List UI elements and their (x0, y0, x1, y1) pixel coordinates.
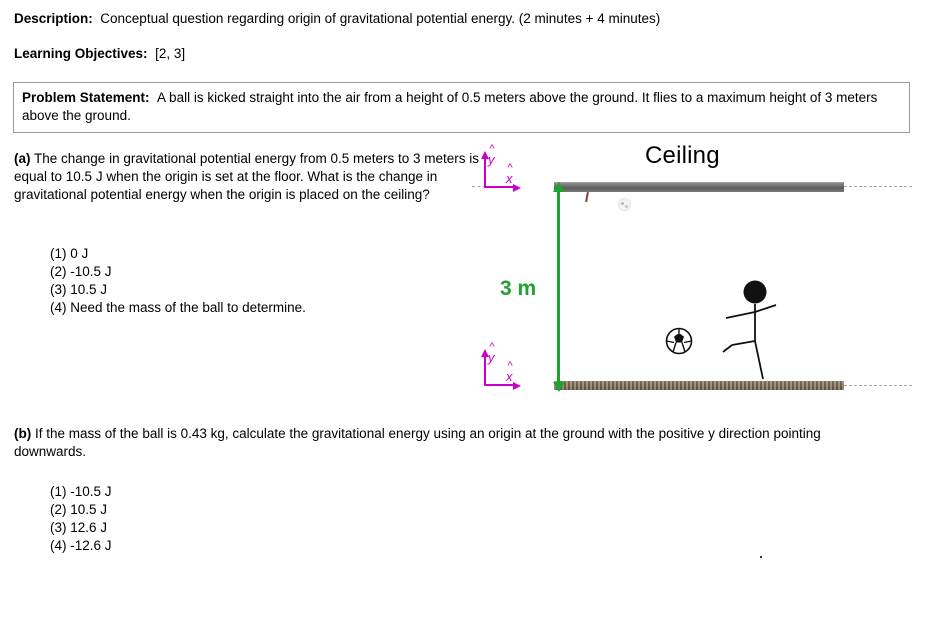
problem-statement-box (13, 82, 910, 133)
stray-dot-artifact (760, 556, 762, 558)
description-label: Description: (14, 11, 93, 26)
axes-top-origin (484, 143, 516, 188)
list-item[interactable]: (3) 12.6 J (50, 520, 108, 536)
axis-y-hat-icon: ^ (489, 341, 495, 353)
list-item[interactable]: (1) -10.5 J (50, 484, 112, 499)
learning-objectives-label: Learning Objectives: (14, 46, 148, 61)
height-arrow-icon (557, 191, 560, 383)
learning-objectives-value: [2, 3] (155, 46, 186, 61)
axis-x-label-top: x (506, 171, 513, 186)
part-b-text: If the mass of the ball is 0.43 kg, calculate the gravitational energy using an origin at the ground with the positive y direction pointing downwards. (14, 426, 821, 459)
description-line (14, 11, 660, 26)
list-item[interactable]: (2) -10.5 J (50, 264, 112, 280)
ceiling-dashed-extension-right (844, 186, 912, 187)
list-item[interactable]: (1) 0 J (50, 246, 89, 261)
axis-x-label-bottom: x (506, 369, 513, 384)
impact-mark-icon (585, 192, 588, 202)
figure-title-ceiling: Ceiling (645, 142, 720, 169)
height-label: 3 m (500, 277, 537, 300)
axis-x-arrow-icon (513, 382, 521, 390)
part-a-choices (50, 245, 306, 317)
axis-y-label-top: y (488, 152, 495, 167)
axis-x-arrow-icon (513, 184, 521, 192)
part-b-choices (50, 483, 112, 555)
axes-bottom-origin (484, 341, 516, 386)
axis-y-label-bottom: y (488, 350, 495, 365)
list-item[interactable]: (4) Need the mass of the ball to determine. (50, 300, 306, 316)
axis-x-line (484, 186, 514, 188)
soccer-ball-icon (665, 327, 693, 355)
ground-dashed-extension-right (844, 385, 912, 386)
axis-x-hat-icon: ^ (507, 360, 513, 372)
part-a-text: The change in gravitational potential energy from 0.5 meters to 3 meters is equal to 10.5 J when the origin is set at the floor. What is the change in gravitational potential energy when the origin is placed on the ceiling? (14, 151, 479, 202)
physics-figure (470, 144, 915, 399)
ceiling-surface (554, 182, 844, 192)
stick-figure-kicking-icon (710, 279, 780, 389)
learning-objectives-line (14, 46, 185, 61)
ground-surface (554, 381, 844, 390)
part-b-question (14, 425, 894, 461)
list-item[interactable]: (4) -12.6 J (50, 538, 112, 554)
description-text: Conceptual question regarding origin of gravitational potential energy. (2 minutes + 4 minutes) (100, 11, 661, 26)
axis-x-hat-icon: ^ (507, 162, 513, 174)
problem-statement-label: Problem Statement: (22, 90, 150, 105)
axis-y-line (484, 356, 486, 386)
list-item[interactable]: (3) 10.5 J (50, 282, 108, 298)
axis-x-line (484, 384, 514, 386)
part-b-marker: (b) (14, 426, 32, 441)
list-item[interactable]: (2) 10.5 J (50, 502, 108, 518)
axis-y-hat-icon: ^ (489, 143, 495, 155)
part-a-question (14, 150, 479, 204)
problem-statement-text: A ball is kicked straight into the air from a height of 0.5 meters above the ground. It flies to a maximum height of 3 meters above the ground. (22, 90, 878, 123)
axis-y-line (484, 158, 486, 188)
ball-at-ceiling-icon (618, 198, 631, 211)
part-a-marker: (a) (14, 151, 31, 166)
